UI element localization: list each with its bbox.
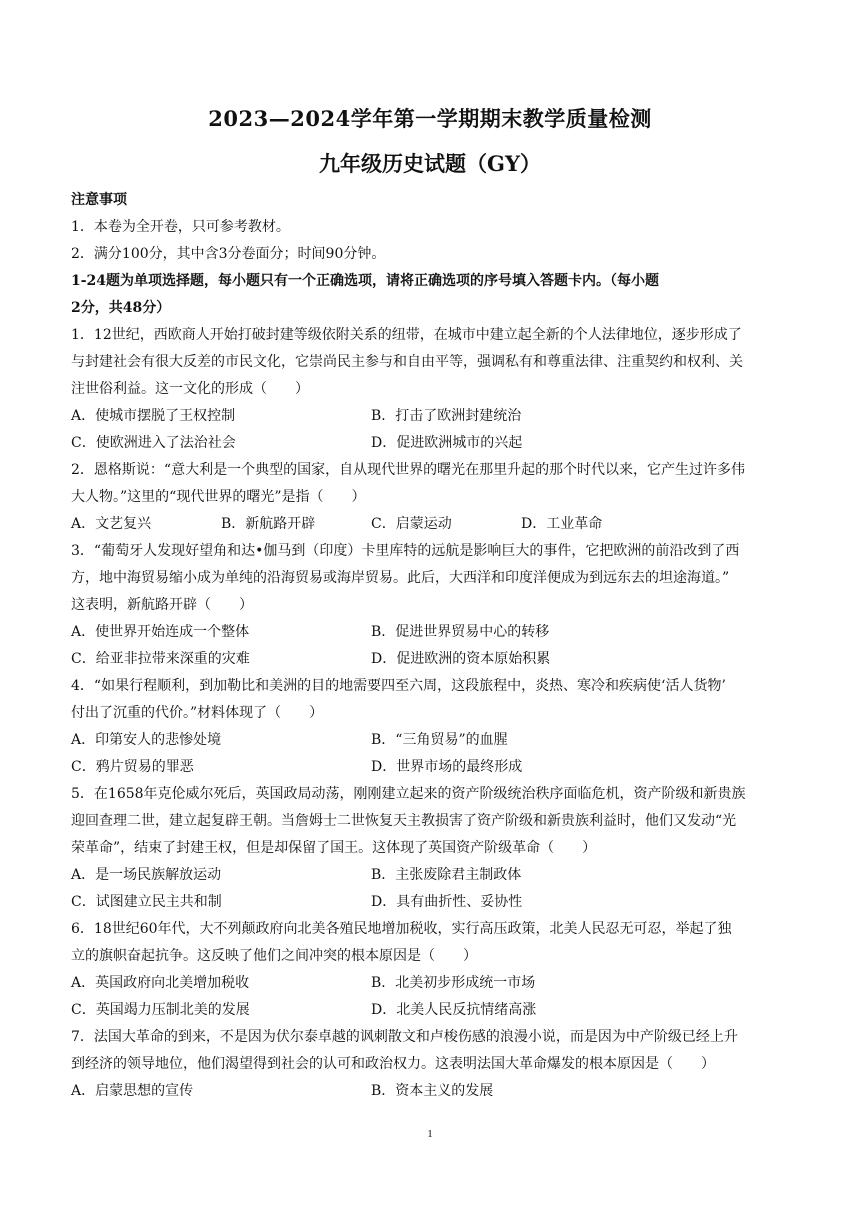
question-stem: 大人物。”这里的“现代世界的曙光”是指（ ） bbox=[71, 489, 366, 505]
option: B．主张废除君主制政体 bbox=[371, 867, 522, 883]
question bbox=[71, 781, 796, 916]
option: C．英国竭力压制北美的发展 bbox=[71, 1002, 250, 1018]
question-stem: 2．恩格斯说：“意大利是一个典型的国家，自从现代世界的曙光在那里升起的那个时代以来，它产生过许多伟 bbox=[71, 462, 746, 478]
question-stem: 荣革命”，结束了封建王权，但是却保留了国王。这体现了英国资产阶级革命（ ） bbox=[71, 840, 597, 856]
option: B．资本主义的发展 bbox=[371, 1083, 494, 1099]
question-stem: 6．18世纪60年代，大不列颠政府向北美各殖民地增加税收，实行高压政策，北美人民忍无可忍，举起了独 bbox=[71, 921, 732, 937]
option: C．启蒙运动 bbox=[371, 516, 452, 532]
question bbox=[71, 538, 796, 673]
question bbox=[71, 457, 796, 538]
option: B．促进世界贸易中心的转移 bbox=[371, 624, 550, 640]
question-stem: 这表明，新航路开辟（ ） bbox=[71, 597, 253, 613]
question bbox=[71, 916, 796, 1024]
option: A．英国政府向北美增加税收 bbox=[71, 975, 250, 991]
option: D．具有曲折性、妥协性 bbox=[371, 894, 523, 910]
question bbox=[71, 673, 796, 781]
question-stem: 方，地中海贸易缩小成为单纯的沿海贸易或海岸贸易。此后，大西洋和印度洋便成为到远东去的坦途海道。” bbox=[71, 570, 730, 586]
option: A．是一场民族解放运动 bbox=[71, 867, 222, 883]
question bbox=[71, 322, 796, 457]
exam-subtitle: 九年级历史试题（GY） bbox=[319, 151, 541, 176]
option: C．给亚非拉带来深重的灾难 bbox=[71, 651, 250, 667]
option: D．促进欧洲城市的兴起 bbox=[371, 435, 523, 451]
option: D．工业革命 bbox=[521, 516, 603, 532]
question-stem: 到经济的领导地位，他们渴望得到社会的认可和政治权力。这表明法国大革命爆发的根本原因是（ ） bbox=[71, 1056, 715, 1072]
section-instruction: 1-24题为单项选择题，每小题只有一个正确选项，请将正确选项的序号填入答题卡内。（每小题 bbox=[71, 273, 660, 289]
option: B．打击了欧洲封建统治 bbox=[371, 408, 522, 424]
option: C．使欧洲进入了法治社会 bbox=[71, 435, 236, 451]
option: B．北美初步形成统一市场 bbox=[371, 975, 536, 991]
question-stem: 立的旗帜奋起抗争。这反映了他们之间冲突的根本原因是（ ） bbox=[71, 948, 477, 964]
option: D．世界市场的最终形成 bbox=[371, 759, 523, 775]
option: B．新航路开辟 bbox=[221, 516, 316, 532]
option: C．鸦片贸易的罪恶 bbox=[71, 759, 194, 775]
option: A．使世界开始连成一个整体 bbox=[71, 624, 250, 640]
option: A．启蒙思想的宣传 bbox=[71, 1083, 194, 1099]
option: D．北美人民反抗情绪高涨 bbox=[371, 1002, 537, 1018]
question-stem: 注世俗利益。这一文化的形成（ ） bbox=[71, 381, 309, 397]
question-stem: 迎回查理二世，建立起复辟王朝。当詹姆士二世恢复天主教损害了资产阶级和新贵族利益时，他们又发动“光 bbox=[71, 813, 737, 829]
option: C．试图建立民主共和制 bbox=[71, 894, 222, 910]
notes-heading: 注意事项 bbox=[71, 192, 127, 208]
question-stem: 1．12世纪，西欧商人开始打破封建等级依附关系的纽带，在城市中建立起全新的个人法律地位，逐步形成了 bbox=[71, 327, 742, 343]
option: A．文艺复兴 bbox=[71, 516, 152, 532]
option: D．促进欧洲的资本原始积累 bbox=[371, 651, 551, 667]
option: A．印第安人的悲惨处境 bbox=[71, 732, 222, 748]
question-stem: 3．“葡萄牙人发现好望角和达•伽马到（印度）卡里库特的远航是影响巨大的事件，它把欧洲的前沿改到了西 bbox=[71, 543, 740, 559]
note-item: 1．本卷为全开卷，只可参考教材。 bbox=[71, 219, 290, 235]
question-stem: 与封建社会有很大反差的市民文化，它崇尚民主参与和自由平等，强调私有和尊重法律、注重契约和权利、关 bbox=[71, 354, 743, 370]
question-stem: 付出了沉重的代价。”材料体现了（ ） bbox=[71, 705, 324, 721]
exam-body bbox=[71, 187, 796, 1105]
question-stem: 4．“如果行程顺利，到加勒比和美洲的目的地需要四至六周，这段旅程中，炎热、寒冷和疾病使‘活人货物’ bbox=[71, 678, 726, 694]
question-stem: 5．在1658年克伦威尔死后，英国政局动荡，刚刚建立起来的资产阶级统治秩序面临危机，资产阶级和新贵族 bbox=[71, 786, 746, 802]
exam-title: 2023—2024学年第一学期期末教学质量检测 bbox=[208, 106, 652, 131]
section-instruction: 2分，共48分） bbox=[71, 300, 171, 316]
note-item: 2．满分100分，其中含3分卷面分；时间90分钟。 bbox=[71, 246, 386, 262]
question bbox=[71, 1024, 796, 1105]
option: A．使城市摆脱了王权控制 bbox=[71, 408, 236, 424]
option: B．“三角贸易”的血腥 bbox=[371, 732, 508, 748]
page-number: 1 bbox=[427, 1128, 433, 1140]
question-stem: 7．法国大革命的到来，不是因为伏尔泰卓越的讽刺散文和卢梭伤感的浪漫小说，而是因为中产阶级已经上升 bbox=[71, 1029, 738, 1045]
